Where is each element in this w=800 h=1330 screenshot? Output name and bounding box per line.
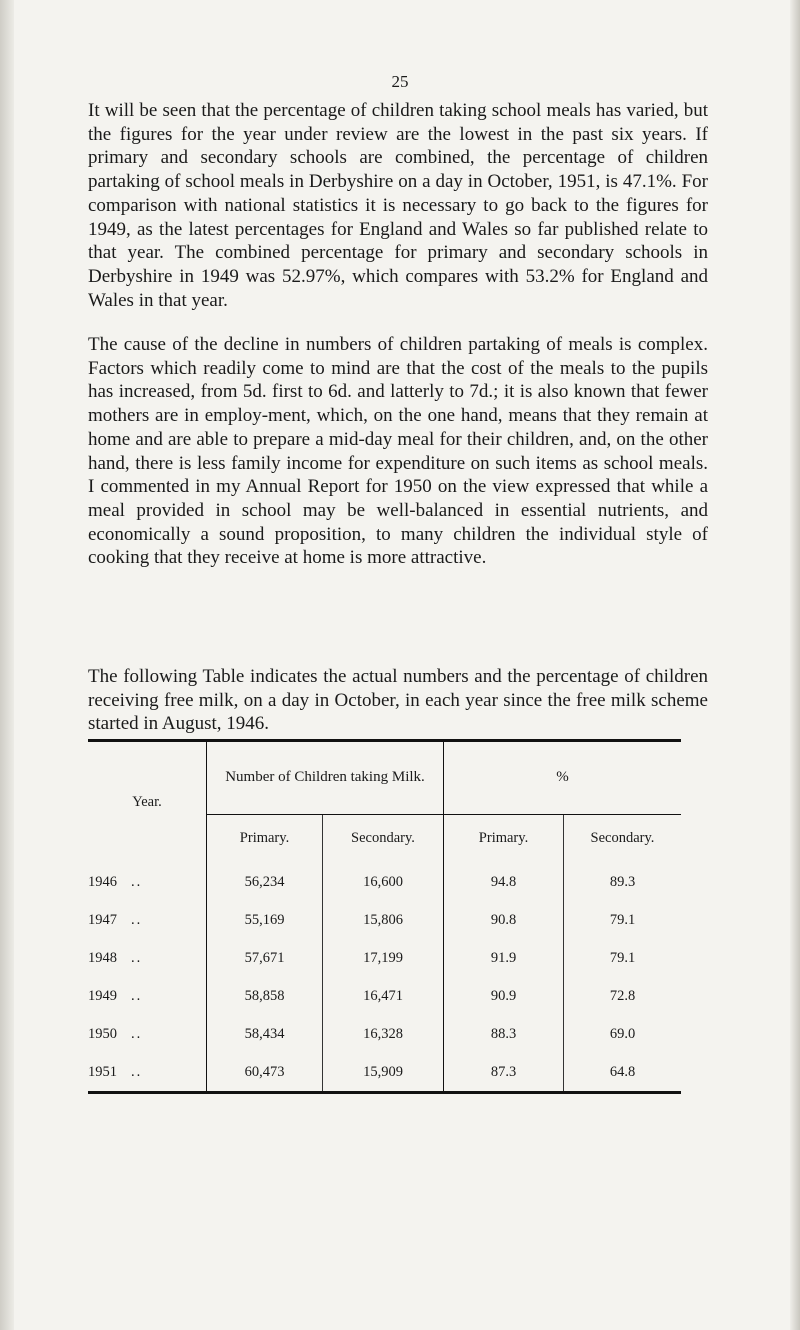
- page-right-edge: [790, 0, 800, 1330]
- cell-percent-primary: 94.8: [444, 863, 564, 901]
- cell-number-primary: 55,169: [207, 901, 323, 939]
- table-row: [88, 977, 681, 1015]
- table-row: [88, 1053, 681, 1093]
- cell-percent-primary: 90.9: [444, 977, 564, 1015]
- cell-number-secondary: 16,600: [323, 863, 444, 901]
- table-row: [88, 939, 681, 977]
- paragraph-table-intro: The following Table indicates the actual numbers and the percentage of children receiving free milk, on a day in October, in each year since the free milk scheme started in August, 1946.: [88, 666, 708, 735]
- free-milk-table: [88, 739, 681, 1094]
- cell-number-secondary: 16,328: [323, 1015, 444, 1053]
- cell-number-secondary: 15,806: [323, 901, 444, 939]
- cell-percent-primary: 90.8: [444, 901, 564, 939]
- paragraph-school-meals-percentage: It will be seen that the percentage of children taking school meals has varied, but the figures for the year under review are the lowest in the past six years. If primary and secondary schools are combined, the percentage of children partaking of school meals in Derbyshire on a day in October, 1951, is 47.1%. For comparison with national statistics it is necessary to go back to the figures for 1949, as the latest percentages for England and Wales so far published relate to that year. The combined percentage for primary and secondary schools in Derbyshire in 1949 was 52.97%, which compares with 53.2% for England and Wales in that year.: [88, 100, 708, 311]
- cell-number-primary: 57,671: [207, 939, 323, 977]
- cell-percent-secondary: 64.8: [564, 1053, 682, 1093]
- table-row: [88, 1015, 681, 1053]
- cell-percent-secondary: 79.1: [564, 939, 682, 977]
- cell-number-primary: 60,473: [207, 1053, 323, 1093]
- page-number: 25: [391, 72, 409, 91]
- cell-percent-secondary: 69.0: [564, 1015, 682, 1053]
- row-year: 1950 ..: [88, 1025, 143, 1042]
- paragraph-decline-causes: The cause of the decline in numbers of children partaking of meals is complex. Factors which readily come to mind are that the cost of the meals to the pupils has increased, from 5d. first to 6d. and latterly to 7d.; it is also known that fewer mothers are in employ-ment, which, on the one hand, means that they remain at home and are able to prepare a mid-day meal for their children, and, on the other hand, there is less family income for expenditure on such items as school meals. I commented in my Annual Report for 1950 on the view expressed that while a meal provided in school may be well-balanced in essential nutrients, and economically a sound proposition, to many children the individual style of cooking that they receive at home is more attractive.: [88, 334, 708, 569]
- header-number-secondary: Secondary.: [323, 814, 444, 863]
- cell-percent-primary: 88.3: [444, 1015, 564, 1053]
- cell-number-primary: 58,434: [207, 1015, 323, 1053]
- cell-percent-secondary: 72.8: [564, 977, 682, 1015]
- header-percent-primary: Primary.: [444, 814, 564, 863]
- table-row: [88, 901, 681, 939]
- table-row: [88, 863, 681, 901]
- row-year: 1946 ..: [88, 873, 143, 890]
- header-year: Year.: [132, 794, 162, 810]
- row-year: 1948 ..: [88, 949, 143, 966]
- cell-percent-primary: 91.9: [444, 939, 564, 977]
- header-percent: %: [444, 741, 682, 815]
- cell-number-primary: 56,234: [207, 863, 323, 901]
- cell-number-primary: 58,858: [207, 977, 323, 1015]
- row-year: 1949 ..: [88, 987, 143, 1004]
- cell-percent-primary: 87.3: [444, 1053, 564, 1093]
- page-left-edge: [0, 0, 14, 1330]
- header-number-of-children: Number of Children taking Milk.: [207, 741, 444, 815]
- header-percent-secondary: Secondary.: [564, 814, 682, 863]
- row-year: 1951 ..: [88, 1063, 143, 1080]
- header-number-primary: Primary.: [207, 814, 323, 863]
- cell-percent-secondary: 79.1: [564, 901, 682, 939]
- cell-number-secondary: 17,199: [323, 939, 444, 977]
- row-year: 1947 ..: [88, 911, 143, 928]
- cell-number-secondary: 15,909: [323, 1053, 444, 1093]
- cell-number-secondary: 16,471: [323, 977, 444, 1015]
- cell-percent-secondary: 89.3: [564, 863, 682, 901]
